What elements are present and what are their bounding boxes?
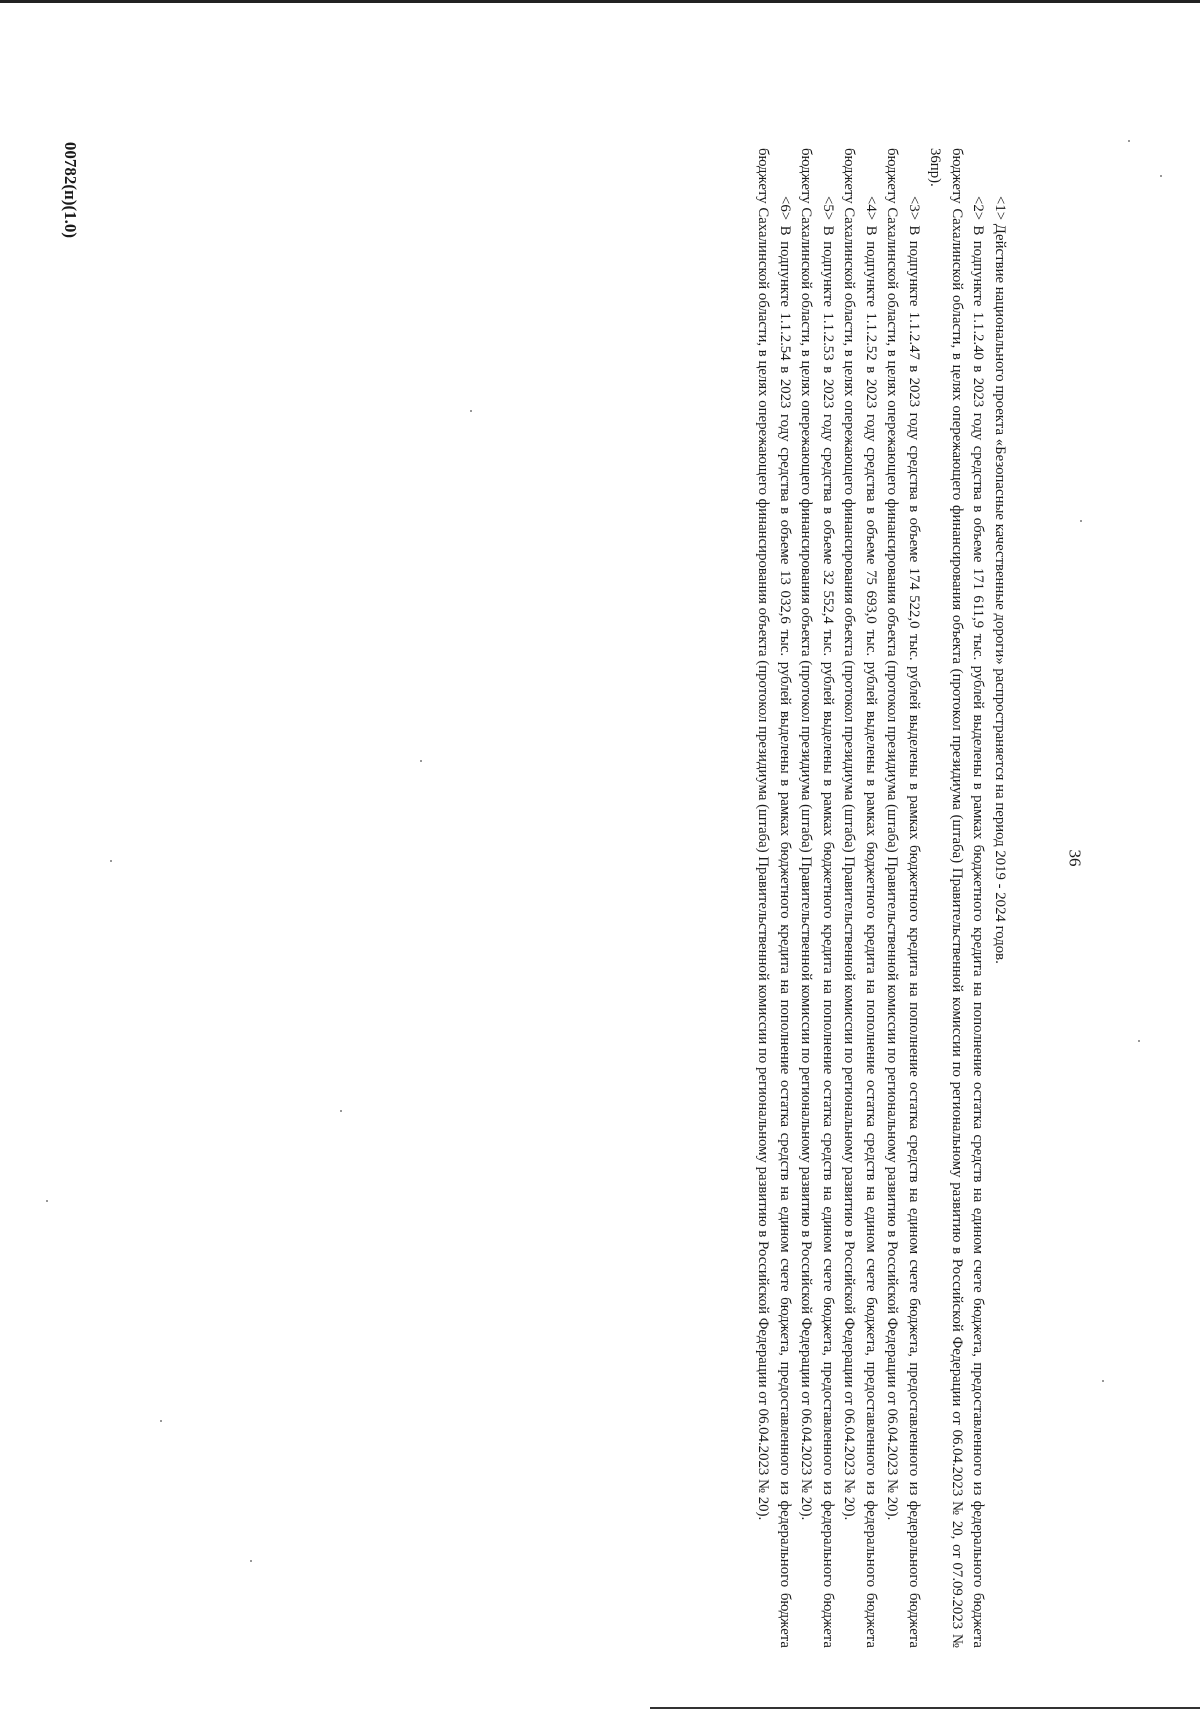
scan-speck: [1102, 1380, 1104, 1382]
footnotes: [752, 148, 1010, 1648]
scan-speck: [340, 1110, 342, 1112]
footnote-1: <1> Действие национального проекта «Безопасные качественные дороги» распространяется на период 2019 - 2024 годов.: [992, 196, 1008, 964]
scan-speck: [160, 1420, 162, 1422]
footnote-6: <6> В подпункте 1.1.2.54 в 2023 году средства в объеме 13 032,6 тыс. рублей выделены в рамках бюджетного кредита на пополнение остатка средств на едином счете бюджета, предоставленного из федерального бюджета бюджету Сахалинской области, в целях опережающего финансирования объекта (протокол президиума (штаба) Правительственной комиссии по региональному развитию в Российской Федерации от 06.04.2023 № 20).: [755, 148, 793, 1648]
top-border-line: [0, 0, 1200, 3]
page-number: 36: [1065, 849, 1085, 867]
document-code: 00782(п)(1.0): [61, 141, 80, 239]
scan-speck: [250, 1560, 252, 1562]
scan-speck: [1080, 520, 1082, 522]
footnote-5: <5> В подпункте 1.1.2.53 в 2023 году средства в объеме 32 552,4 тыс. рублей выделены в рамках бюджетного кредита на пополнение остатка средств на едином счете бюджета, предоставленного из федерального бюджета бюджету Сахалинской области, в целях опережающего финансирования объекта (протокол президиума (штаба) Правительственной комиссии по региональному развитию в Российской Федерации от 06.04.2023 № 20).: [798, 148, 836, 1648]
scan-speck: [1128, 140, 1130, 142]
rotated-footnotes-block: [590, 148, 1010, 1648]
scan-speck: [1138, 1040, 1140, 1042]
bottom-border-line: [650, 1707, 1200, 1709]
footnote-4: <4> В подпункте 1.1.2.52 в 2023 году средства в объеме 75 693,0 тыс. рублей выделены в рамках бюджетного кредита на пополнение остатка средств на едином счете бюджета, предоставленного из федерального бюджета бюджету Сахалинской области, в целях опережающего финансирования объекта (протокол президиума (штаба) Правительственной комиссии по региональному развитию в Российской Федерации от 06.04.2023 № 20).: [841, 148, 879, 1648]
scan-speck: [110, 860, 112, 862]
scan-speck: [46, 1200, 48, 1202]
footnote-2: <2> В подпункте 1.1.2.40 в 2023 году средства в объеме 171 611,9 тыс. рублей выделены в рамках бюджетного кредита на пополнение остатка средств на едином счете бюджета, предоставленного из федерального бюджета бюджету Сахалинской области, в целях опережающего финансирования объекта (протокол президиума (штаба) Правительственной комиссии по региональному развитию в Российской Федерации от 06.04.2023 № 20, от 07.09.2023 № 36пр).: [927, 148, 987, 1648]
scan-speck: [470, 410, 472, 412]
scan-speck: [1160, 175, 1162, 177]
scan-speck: [420, 760, 422, 762]
footnote-3: <3> В подпункте 1.1.2.47 в 2023 году средства в объеме 174 522,0 тыс. рублей выделены в рамках бюджетного кредита на пополнение остатка средств на едином счете бюджета, предоставленного из федерального бюджета бюджету Сахалинской области, в целях опережающего финансирования объекта (протокол президиума (штаба) Правительственной комиссии по региональному развитию в Российской Федерации от 06.04.2023 № 20).: [884, 148, 922, 1648]
